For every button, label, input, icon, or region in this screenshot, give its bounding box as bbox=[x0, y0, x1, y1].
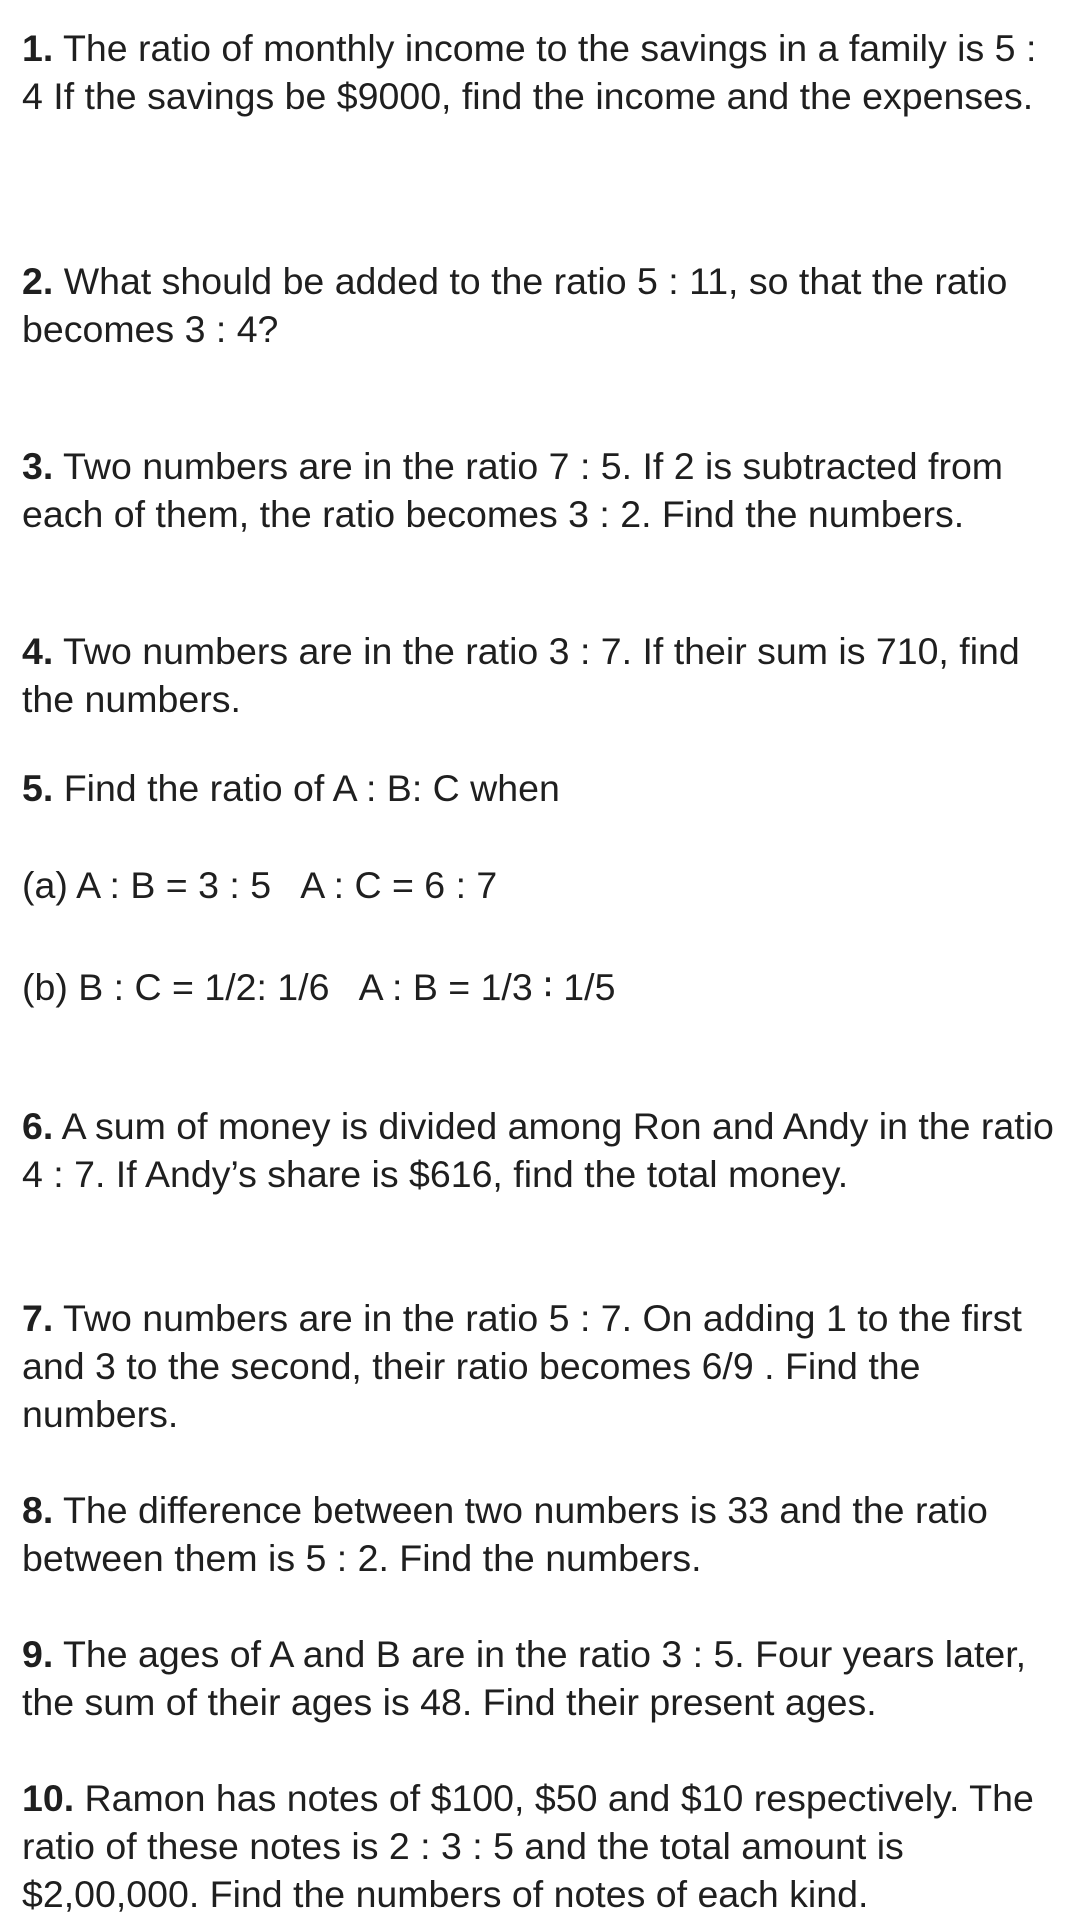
question-text: The difference between two numbers is 33 and the ratio between them is 5 : 2. Find the numbers. bbox=[22, 1489, 988, 1579]
question-number: 9. bbox=[22, 1633, 54, 1675]
question-text: What should be added to the ratio 5 : 11, so that the ratio becomes 3 : 4? bbox=[22, 260, 1008, 350]
question-5 bbox=[22, 764, 1067, 812]
question-4 bbox=[22, 627, 1067, 723]
question-10 bbox=[22, 1774, 1067, 1918]
question-number: 5. bbox=[22, 767, 54, 809]
question-text: Ramon has notes of $100, $50 and $10 respectively. The ratio of these notes is 2 : 3 : 5 and the total amount is $2,00,000. Find the numbers of notes of each kind. bbox=[22, 1777, 1034, 1915]
question-9 bbox=[22, 1630, 1067, 1726]
question-number: 1. bbox=[22, 27, 54, 69]
question-number: 7. bbox=[22, 1297, 54, 1339]
question-text: Two numbers are in the ratio 7 : 5. If 2 is subtracted from each of them, the ratio becomes 3 : 2. Find the numbers. bbox=[22, 445, 1004, 535]
question-number: 2. bbox=[22, 260, 54, 302]
question-text: Two numbers are in the ratio 5 : 7. On adding 1 to the first and 3 to the second, their ratio becomes 6/9 . Find the numbers. bbox=[22, 1297, 1022, 1435]
question-text: The ratio of monthly income to the savings in a family is 5 : 4 If the savings be $9000, find the income and the expenses. bbox=[22, 27, 1037, 117]
question-3 bbox=[22, 442, 1067, 538]
question-number: 10. bbox=[22, 1777, 75, 1819]
question-text: Two numbers are in the ratio 3 : 7. If their sum is 710, find the numbers. bbox=[22, 630, 1020, 720]
question-6 bbox=[22, 1102, 1067, 1198]
question-text: A sum of money is divided among Ron and Andy in the ratio 4 : 7. If Andy’s share is $616, find the total money. bbox=[22, 1105, 1054, 1195]
question-text: (a) A : B = 3 : 5 A : C = 6 : 7 bbox=[22, 864, 498, 906]
question-5a bbox=[22, 861, 1067, 909]
question-number: 4. bbox=[22, 630, 54, 672]
question-5b bbox=[22, 963, 1067, 1011]
question-1 bbox=[22, 24, 1067, 120]
question-8 bbox=[22, 1486, 1067, 1582]
question-text: (b) B : C = 1/2: 1/6 A : B = 1/3 ∶ 1/5 bbox=[22, 966, 616, 1008]
question-2 bbox=[22, 257, 1067, 353]
question-number: 6. bbox=[22, 1105, 54, 1147]
question-number: 8. bbox=[22, 1489, 54, 1531]
question-7 bbox=[22, 1294, 1067, 1438]
question-text: The ages of A and B are in the ratio 3 : 5. Four years later, the sum of their ages is 48. Find their present ages. bbox=[22, 1633, 1027, 1723]
question-text: Find the ratio of A : B: C when bbox=[53, 767, 560, 809]
question-number: 3. bbox=[22, 445, 54, 487]
